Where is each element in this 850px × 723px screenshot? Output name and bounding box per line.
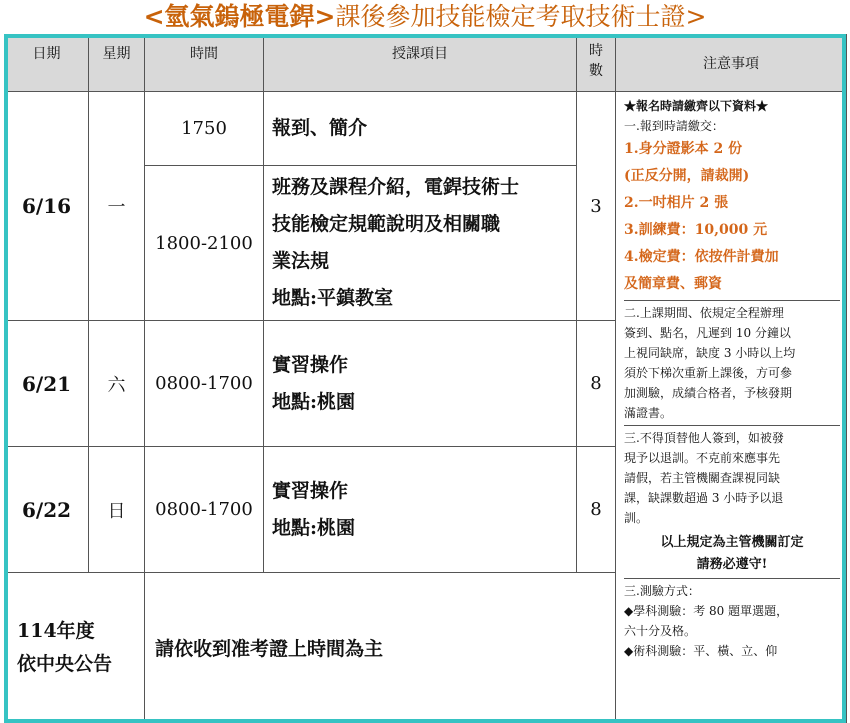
notes-section-3: 訓。	[624, 511, 649, 525]
page-title	[0, 0, 850, 34]
title-rest: 課後參加技能檢定考取技術士證>	[335, 2, 707, 31]
rule-line-2: 請務必遵守!	[696, 557, 768, 572]
weekday-cell: 一	[89, 92, 145, 321]
title-brand: <氫氣鎢極電銲>	[143, 2, 336, 31]
header-date: 日期	[5, 35, 89, 92]
notes-header: ★報名時請繳齊以下資料★	[624, 99, 769, 113]
doc-item: 2.一吋相片 2 張	[624, 195, 729, 211]
hours-cell: 8	[577, 447, 616, 573]
doc-item: 3.訓練費：10,000 元	[624, 222, 768, 238]
footer-note: 請依收到准考證上時間為主	[145, 573, 616, 723]
year-line-2: 依中央公告	[17, 652, 113, 675]
weekday-cell: 六	[89, 321, 145, 447]
header-weekday: 星期	[89, 35, 145, 92]
notes-section-4: 六十分及格。	[624, 624, 697, 638]
hours-cell: 3	[577, 92, 616, 321]
notes-section-2: 簽到、點名，凡遲到 10 分鐘以	[624, 326, 791, 340]
item-line: 地點:桃園	[272, 516, 356, 539]
notes-section-3: 請假，若主管機關查課視同缺	[624, 471, 781, 485]
doc-item: 1.身分證影本 2 份	[624, 141, 743, 157]
item-line: 地點:桃園	[272, 390, 356, 413]
header-hours-2: 數	[589, 63, 603, 79]
notes-section-2: 二.上課期間、依規定全程辦理	[624, 306, 784, 320]
item-line: 技能檢定規範說明及相關職	[272, 213, 501, 235]
time-cell: 1800-2100	[145, 166, 264, 321]
notes-section-4: ◆術科測驗：平、橫、立、仰	[624, 644, 778, 658]
notes-section-3: 現予以退訓。不克前來應事先	[624, 451, 781, 465]
item-line: 地點:平鎮教室	[272, 287, 394, 309]
doc-item: 4.檢定費：依按件計費加	[624, 249, 779, 265]
table-frame	[4, 34, 846, 723]
header-item: 授課項目	[264, 35, 577, 92]
item-line: 實習操作	[272, 479, 349, 502]
notes-section-3: 三.不得頂替他人簽到，如被發	[624, 431, 784, 445]
item-line: 報到、簡介	[272, 117, 368, 139]
notes-section-2: 滿證書。	[624, 406, 673, 420]
notes-section-1: 一.報到時請繳交：	[624, 119, 724, 133]
item-line: 班務及課程介紹，電銲技術士	[272, 176, 520, 198]
weekday-cell: 日	[89, 447, 145, 573]
header-time: 時間	[145, 35, 264, 92]
time-cell: 1750	[145, 92, 264, 166]
header-hours-1: 時	[589, 43, 603, 59]
date-cell: 6/21	[5, 321, 89, 447]
time-cell: 0800-1700	[145, 447, 264, 573]
date-cell: 6/22	[5, 447, 89, 573]
date-cell: 6/16	[5, 92, 89, 321]
header-notes: 注意事項	[616, 35, 847, 92]
rule-line-1: 以上規定為主管機關訂定	[660, 535, 804, 550]
notes-section-2: 上視同缺席，缺度 3 小時以上均	[624, 346, 796, 360]
year-line-1: 114年度	[17, 619, 95, 642]
notes-section-4: 三.測驗方式：	[624, 584, 700, 598]
notes-section-2: 須於下梯次重新上課後，方可參	[624, 366, 793, 380]
doc-item: 及簡章費、郵資	[624, 276, 722, 292]
doc-item: (正反分開，請裁開)	[624, 168, 750, 184]
item-line: 實習操作	[272, 353, 349, 376]
item-line: 業法規	[272, 250, 330, 272]
time-cell: 0800-1700	[145, 321, 264, 447]
notes-section-2: 加測驗，成績合格者，予核發期	[624, 386, 793, 400]
hours-cell: 8	[577, 321, 616, 447]
notes-section-3: 課，缺課數超過 3 小時予以退	[624, 491, 784, 505]
notes-section-4: ◆學科測驗：考 80 題單選題，	[624, 604, 789, 618]
